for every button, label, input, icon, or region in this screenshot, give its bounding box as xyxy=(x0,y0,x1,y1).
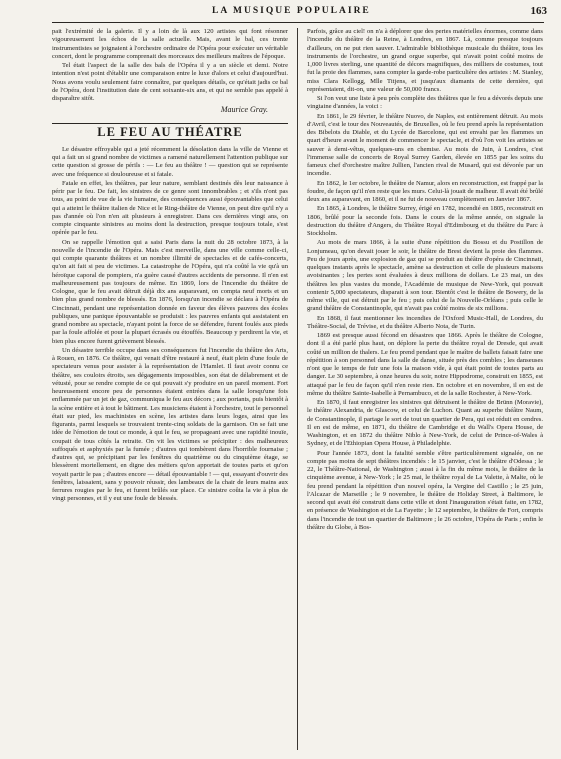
article-paragraph-2: Fatale en effet, les théâtres, par leur nature, semblant destinés dès leur naissance à périr par le feu. De fait, les sinistres de ce genre sont innombrables ; et s'ils n'ont pas tous, au point de vue de la vie humaine, des conséquences aussi épouvantables que celui qui a atteint le théâtre italien de Nice et le Ring-théâtre de Vienne, on peut dire qu'il n'y a pas d'année où l'on n'en ait plusieurs à enregistrer. Dans ces dernières vingt ans, on compte cinquante sinistres au moins dont la destruction, presque toujours totale, s'est opérée par le feu. xyxy=(52,179,288,237)
right-paragraph-9: En 1870, il faut enregistrer les sinistres qui détruisent le théâtre de Brünn (Moravie), le théâtre Alexandria, de Glascow, et celui de Luchon. Quant au superbe théâtre Naum, de Constantinople, il partage le sort de tout un quartier de Pera, qui est réduit en cendres. Il en est de même, en 1871, du théâtre de Cambridge et du Wall's Opera House, de Washington, et en 1872 du théâtre Niblo à New-York, de celui de Prince-of-Wales à Sydney, et de l'Ethiopian Opera House, à Philadelphie. xyxy=(307,399,543,448)
right-paragraph-3: En 1861, le 29 février, le théâtre Nuovo, de Naples, est entièrement détruit. Au mois d'Avril, c'est le tour des Nouveautés, de Bruxelles, où le feu prend après la représentation des Bibelots du Diable, et du Lycée de Barcelone, qui est envahi par les flammes un quart d'heure avant le moment de commencer le spectacle, et d'où l'on voit les artistes se sauver à demi-vêtus, quelques-uns en chemise. Au mois de Juin, à Londres, c'est l'immense salle de concerts de Royal Surrey Garden, élevée en 1855 par les soins du fameux chef d'orchestre maître Jullien, l'ancien rival de Musard, qui est dévorée par un incendie. xyxy=(307,112,543,178)
section-title: LE FEU AU THÉATRE xyxy=(97,124,243,139)
left-column xyxy=(52,28,288,748)
article-paragraph-3: On se rappelle l'émotion qui a saisi Paris dans la nuit du 28 octobre 1873, à la nouvelle de l'incendie de l'Opéra. Mais c'est merveille, dans une ville comme celle-ci, qui compte quarante théâtres et un nombre illimité de spectacles et de cafés-concerts, qu'on ait fait si peu de victimes. La catastrophe de l'Opéra, qui n'a coûté la vie qu'à un héroïque caporal de pompiers, n'a guère causé d'autres accidents de personne. Il n'en est malheureusement pas toujours de même. En 1869, lors de l'incendie du théâtre de Cologne, que le feu avait détruit déjà dix ans auparavant, on compta neuf morts et un bien plus grand nombre de blessés. En 1876, lorsqu'un incendie se déclara à l'Opéra de Cincinnati, pendant une représentation donnée en faveur des élèves pauvres des écoles publiques, une panique épouvantable se produisit : les pauvres enfants qui assistaient en grand nombre au spectacle, n'ayant point la force de se défendre, furent foulés aux pieds par la foule affolée et pour la plupart écrasés ou étouffés. Beaucoup y perdirent la vie, et bien plus encore furent grièvement blessés. xyxy=(52,238,288,345)
right-paragraph-10: Pour l'année 1873, dont la fatalité semble s'être particulièrement signalée, on ne compte pas moins de sept théâtres incendiés : le 15 janvier, c'est le théâtre d'Odessa ; le 22, le Théâtre-National, de Washington ; aussi à la fin du même mois, le théâtre de la cinquième avenue, à New-York ; le 25 mai, le théâtre royal de La Valette, à Malte, où le feu prend pendant la répétition d'un nouvel opéra, la Vergine del Castillo ; le 25 juin, l'Alcazar de Marseille ; le 9 novembre, le théâtre de Holiday Street, à Baltimore, le second qui avait été construit dans cette ville et dont l'inauguration s'était faite, en 1782, en présence de Washington et de La Fayette ; le 12 septembre, le théâtre de Fort, compris dans l'incendie de tout un quartier de Baltimore ; le 26 octobre, l'Opéra de Paris ; enfin le théâtre du Globe, à Bos- xyxy=(307,449,543,531)
right-paragraph-6: Au mois de mars 1866, à la suite d'une répétition du Bossu et du Postillon de Lonjumeau, qu'on devait jouer le soir, le théâtre de Brest devient la proie des flammes. Peu de jours après, une explosion de gaz qui se produit au théâtre d'opéra de Cincinnati, quelques instants après le spectacle, amène sa destruction et celle de plusieurs maisons avoisinantes ; les pertes sont évaluées à deux millions de dollars. Le 23 mai, un des théâtres les plus vastes du monde, l'Académie de musique de New-York, qui pouvait contenir 5,000 spectateurs, disparait à son tour. Bientôt c'est le théâtre de Bowery, de la même ville, qui est détruit par le feu ; puis celui de la Nouvelle-Orléans ; puis celle le grand théâtre de Constantinople, qui n'avait pas coûté moins de six millions. xyxy=(307,239,543,313)
right-paragraph-7: En 1868, il faut mentionner les incendies de l'Oxford Music-Hall, de Londres, du Théâtre-Social, de Trévise, et du théâtre Alberto Nota, de Turin. xyxy=(307,314,543,330)
running-title: LA MUSIQUE POPULAIRE xyxy=(212,6,371,16)
author-signature: Maurice Gray. xyxy=(220,105,268,115)
right-paragraph-8: 1869 est presque aussi fécond en désastres que 1866. Après le théâtre de Cologne, dont il a été parlé plus haut, on déplore la perte du théâtre royal de Dresde, qui avait coûté un million de thalers. Le feu prend pendant que le maître de ballets faisait faire une répétition à son personnel dans la salle de danse, située près des combles ; les danseuses n'ont que le temps de fuir une fois la maison vide, à qui était point de toutes parts au danger. Le 30 septembre, à onze heures du soir, notre Hippodrome, construit en 1855, est attaqué par le feu de façon qu'il n'en reste rien. En octobre et en novembre, il en est de même du théâtre Sainte-Isabelle à Pernambuco, et de la salle Rochester, à New-York. xyxy=(307,332,543,397)
right-paragraph-2: Si l'on veut une liste à peu près complète des théâtres que le feu a dévorés depuis une vingtaine d'années, la voici : xyxy=(307,95,543,111)
right-column xyxy=(307,28,543,748)
page-number: 163 xyxy=(530,5,547,17)
intro-paragraph-1: pait l'extrémité de la galerie. Il y a loin de là aux 120 artistes qui font résonner vigoureusement les échos de la salle actuelle. Mais, avant le bal, ces trente instrumentistes se joignaient à l'orchestre ordinaire de l'Opéra pour exécuter un véritable concert, dont le programme comprenait des morceaux des meilleurs maîtres de l'époque. xyxy=(52,28,288,60)
right-paragraph-1: Parfois, grâce au ciel! on n'a à déplorer que des pertes matérielles énormes, comme dans l'incendie du théâtre de la Reine, à Londres, en 1867. Là, comme presque toujours d'ailleurs, on ne put rien sauver. L'admirable bibliothèque musicale du théâtre, tous les instruments de l'orchestre, un grand orgue superbe, qui n'avait point coûté moins de 1,000 livres sterling, une quantité de décors magnifiques, des milliers de costumes, tout fut la proie des flammes, sans compter la garde-robe particulière des artistes : M. Stanley, miss Clara Kellogg, Mlle Titjens, et jusqu'aux diamants de cette dernière, qui représentaient, dit-on, une valeur de 50,000 francs. xyxy=(307,28,543,93)
header-rule xyxy=(52,22,544,23)
title-underline xyxy=(110,139,230,140)
section-divider xyxy=(52,123,288,124)
intro-paragraph-2: Tel était l'aspect de la salle des bals de l'Opéra il y a un siècle et demi. Notre intention n'est point d'établir une comparaison entre le luxe d'alors et celui d'aujourd'hui. Nous avons voulu seulement faire connaître, par quelques détails, ce qu'était jadis ce bal de l'Opéra, dont l'institution date de cent soixante-six ans, et qui ne semble pas appelé à disparaître sitôt. xyxy=(52,62,288,102)
running-head xyxy=(0,6,561,22)
article-paragraph-1: Le désastre effroyable qui a jeté récemment la désolation dans la ville de Vienne et qui a fait un si grand nombre de victimes a ramené naturellement l'attention publique sur cette question si grosse de périls : — Le feu au théâtre ! — question qui se représente avec une fréquence si douloureuse et si fatale. xyxy=(52,145,288,178)
right-paragraph-4: En 1862, le 1er octobre, le théâtre de Namur, alors en reconstruction, est frappé par la foudre, de façon qu'il n'en reste que les murs. Celui-là jouait de malheur. Il avait été brûlé deux ans auparavant, en 1860, et il ne fut de nouveau complètement en Janvier 1867. xyxy=(307,179,543,203)
right-paragraph-5: En 1865, à Londres, le théâtre Surrey, érigé en 1782, incendié en 1805, reconstruit en 1806, brûlé pour la seconde fois. Dans le cours de la même année, on signale la destruction du théâtre d'Angers, du Théâtre Royal d'Edimbourg et du théâtre du Parc à Stockholm. xyxy=(307,205,543,237)
column-divider xyxy=(297,28,298,750)
article-paragraph-4: Un désastre terrible occupe dans ses conséquences fut l'incendie du théâtre des Arts, à Rouen, en 1876. Ce théâtre, qui venait d'être restauré à neuf, était plein d'une foule de spectateurs venus pour assister à la représentation de l'Hamlet. Il faut avoir connu ce théâtre, ses couloirs étroits, ses dégagements impossibles, son état de délabrement et de vétusté, pour se rendre compte de ce qui pouvait s'y produire en un pareil moment. Fort heureusement encore peu de personnes étaient entrées dans la salle lorsqu'une fois enflammée par un jet de gaz, communiqua le feu aux décors ; aux portants, puis bientôt à la scène entière et à tout le bâtiment. Les musiciens étaient à l'orchestre, tout le personnel était sur pied, les machinistes en scène, les artistes dans leurs loges, ainsi que les figurants, parmi lesquels se trouvaient trente-cinq soldats de la garnison. On se fait une idée de l'émotion de tout ce monde, à qui le feu, se propageant avec une rapidité inouïe, coupait de tous côtés la retraite. On vit les victimes se précipiter : des malheureux suffoqués et asphyxiés par la fumée ; d'autres qui tombèrent dans l'horrible fournaise ; d'autres qui, se précipitant par les fenêtres du quatrième ou du cinquième étage, se blessèrent mortellement, en digne des métiers qu'on apportait de toutes parts et qu'on voyait partir le pas ; d'autres encore — détail épouvantable ! — qui, essayant d'ouvrir des fenêtres, laissaient, sans y pouvoir réussir, des lambeaux de la chair de leurs mains aux ferrures rougies par le feu, et furent brûlés sur place. Ce sinistre coûta la vie à plus de vingt personnes, et il y eut une foule de blessés. xyxy=(52,346,288,503)
